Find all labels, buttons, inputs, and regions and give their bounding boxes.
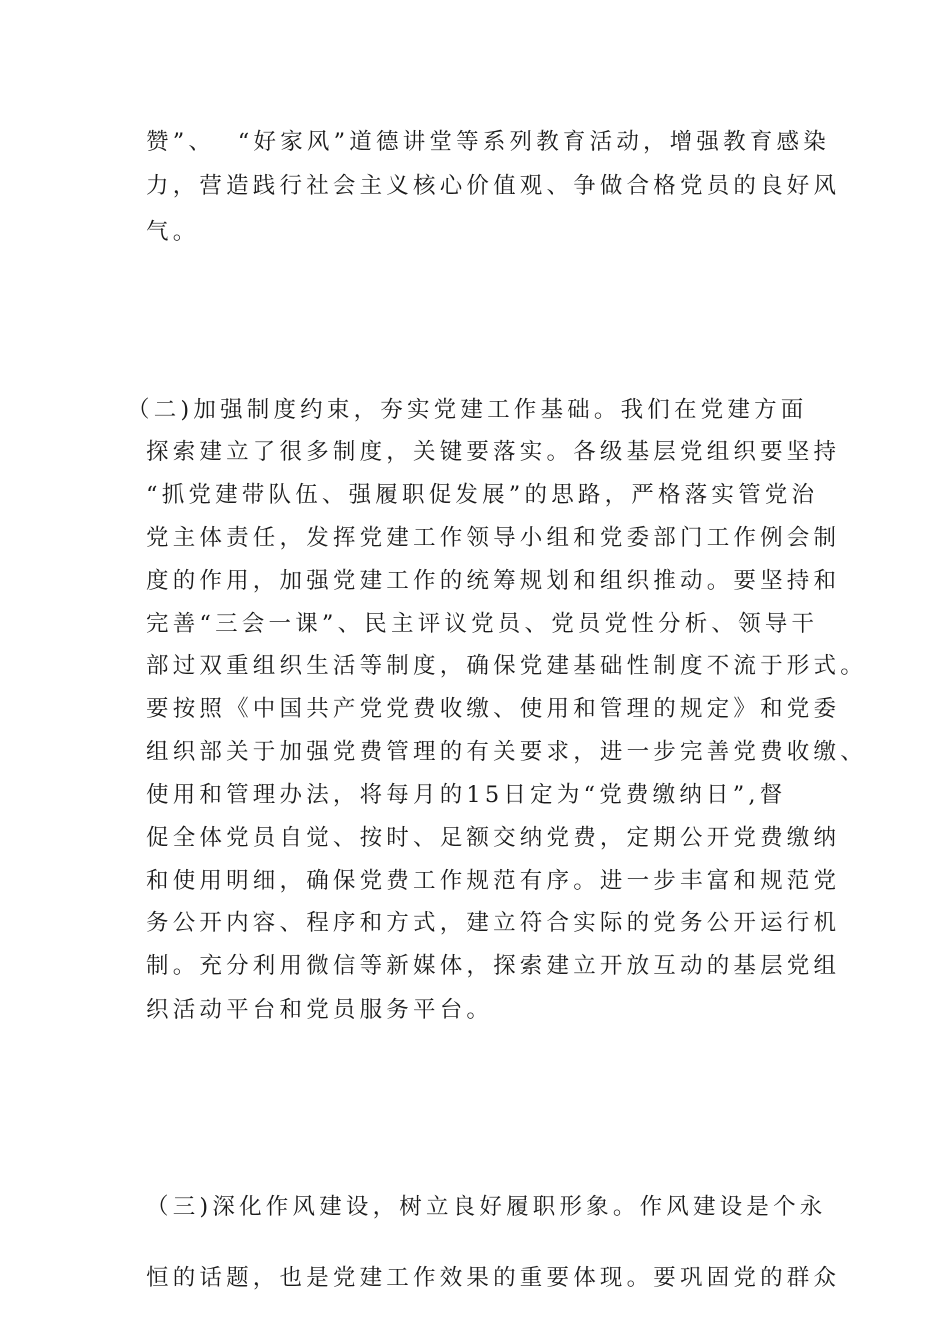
- text-line: 赞”、 “好家风”道德讲堂等系列教育活动，增强教育感染: [146, 129, 830, 155]
- text-line: 探索建立了很多制度，关键要落实。各级基层党组织要坚持: [146, 439, 841, 465]
- text-line: 使用和管理办法，将每月的15日定为“党费缴纳日”,督: [146, 782, 787, 808]
- section-heading-line: （三)深化作风建设，树立良好履职形象。作风建设是个永: [146, 1194, 827, 1220]
- text-line: 党主体责任，发挥党建工作领导小组和党委部门工作例会制: [146, 525, 841, 551]
- section-heading-line: （二)加强制度约束，夯实党建工作基础。我们在党建方面: [127, 397, 808, 423]
- text-line: 要按照《中国共产党党费收缴、使用和管理的规定》和党委: [146, 696, 841, 722]
- text-line: 组织部关于加强党费管理的有关要求，进一步完善党费收缴、: [146, 739, 867, 765]
- text-line: 度的作用，加强党建工作的统筹规划和组织推动。要坚持和: [146, 568, 841, 594]
- text-line: 部过双重组织生活等制度，确保党建基础性制度不流于形式。: [146, 653, 867, 679]
- text-line: 和使用明细，确保党费工作规范有序。进一步丰富和规范党: [146, 868, 841, 894]
- text-line: 力，营造践行社会主义核心价值观、争做合格党员的良好风: [146, 173, 841, 199]
- text-line: 促全体党员自觉、按时、足额交纳党费，定期公开党费缴纳: [146, 825, 841, 851]
- text-line: 恒的话题，也是党建工作效果的重要体现。要巩固党的群众: [146, 1265, 841, 1291]
- text-line: 气。: [146, 219, 200, 245]
- text-line: 务公开内容、程序和方式，建立符合实际的党务公开运行机: [146, 910, 841, 936]
- text-line: 织活动平台和党员服务平台。: [146, 997, 494, 1023]
- text-line: 制。充分利用微信等新媒体，探索建立开放互动的基层党组: [146, 953, 841, 979]
- text-line: “抓党建带队伍、强履职促发展”的思路，严格落实管党治: [146, 482, 819, 508]
- text-line: 完善“三会一课”、民主评议党员、党员党性分析、领导干: [146, 611, 819, 637]
